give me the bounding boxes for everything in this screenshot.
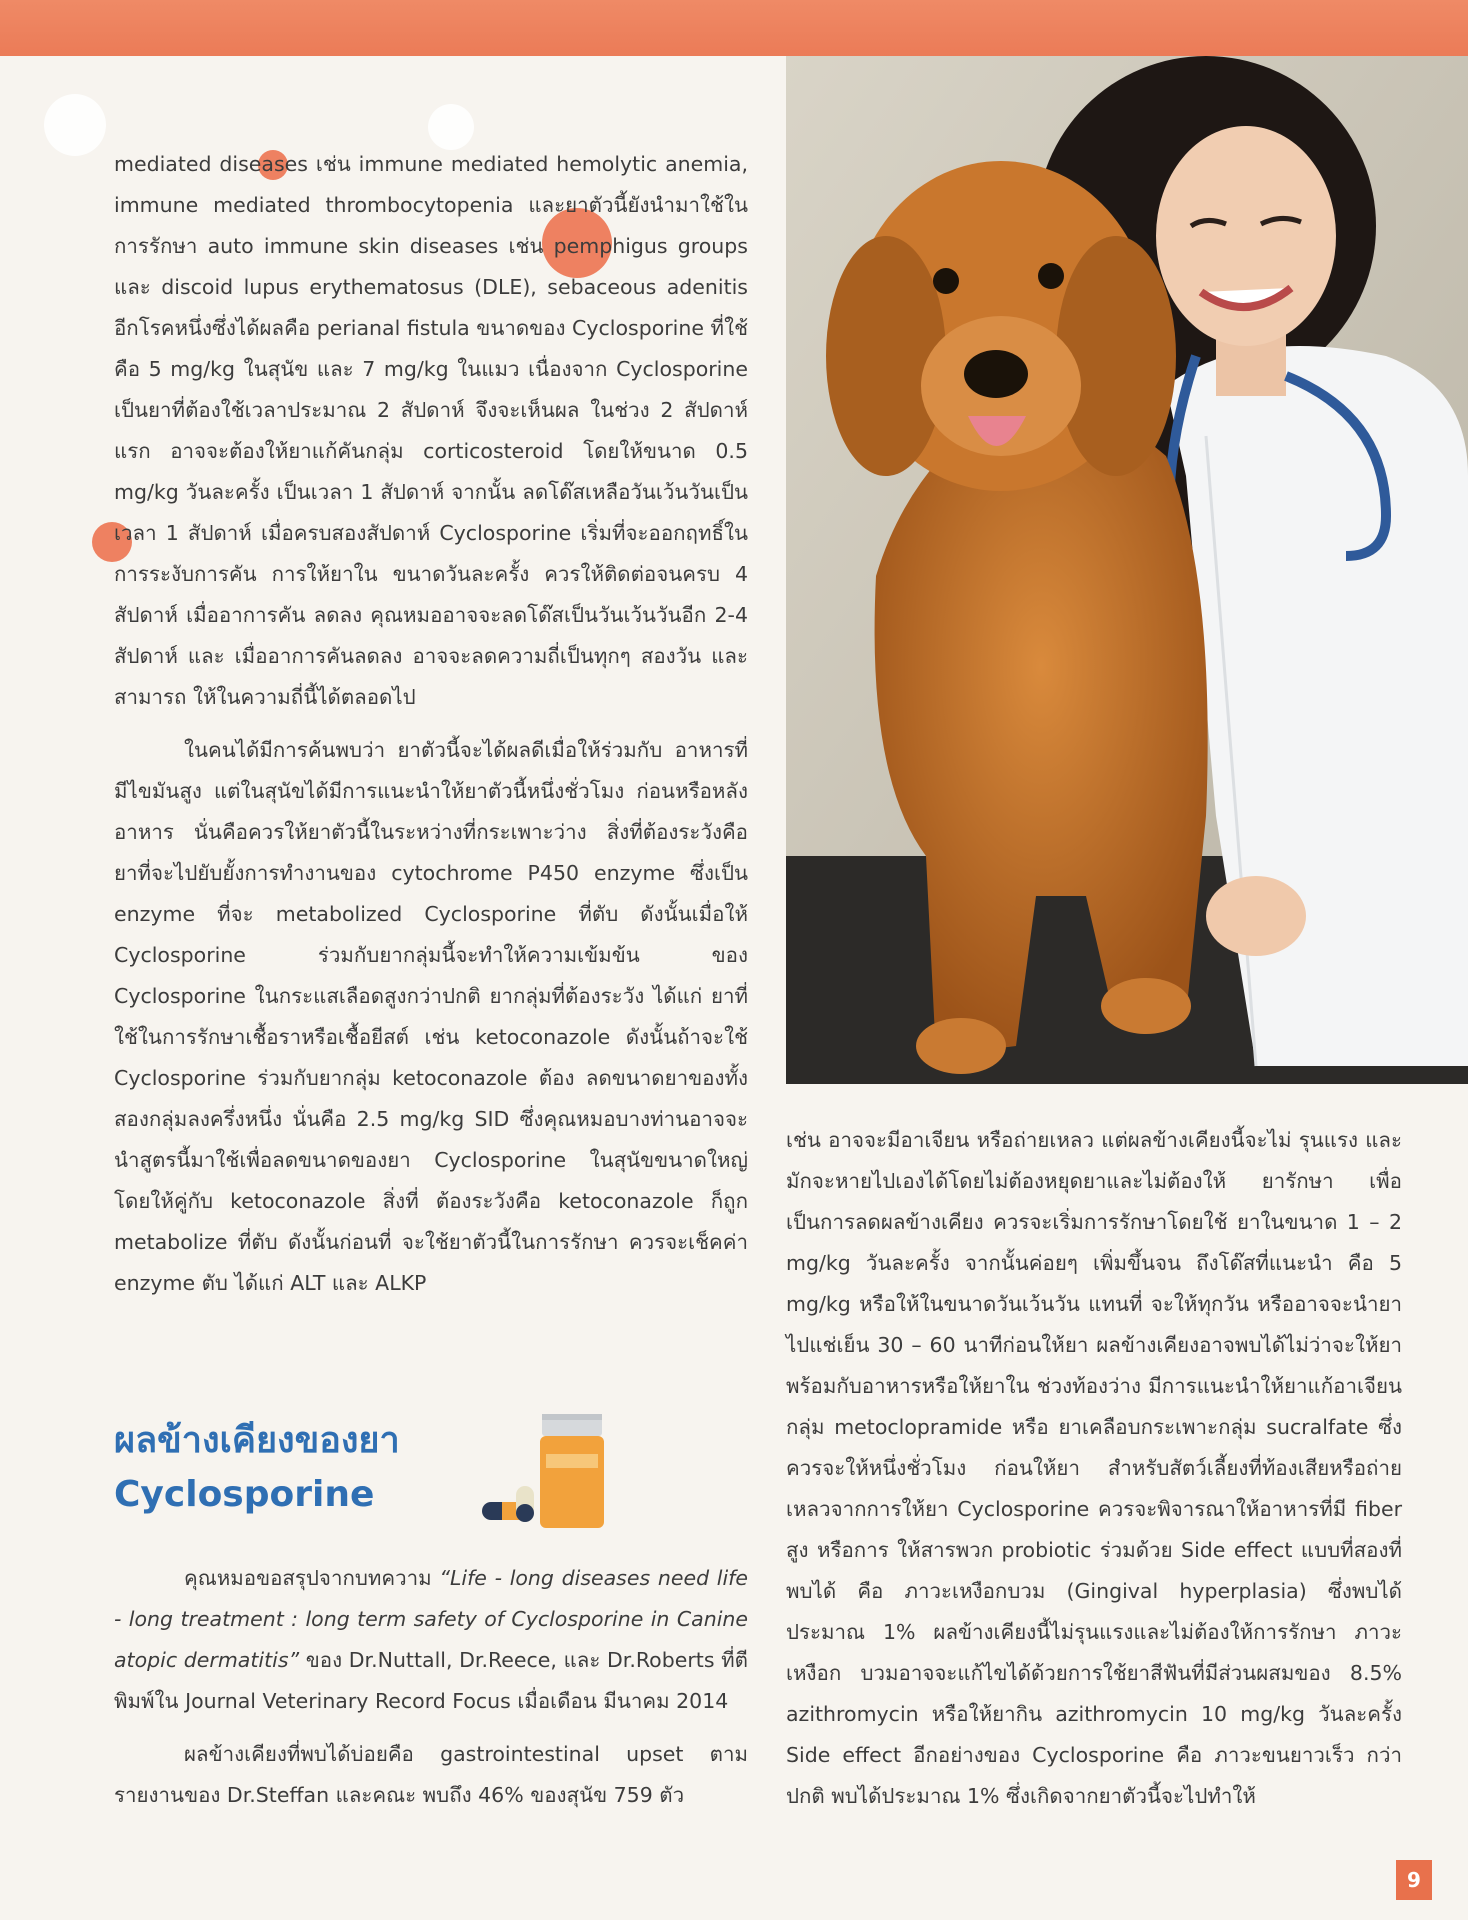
- heading-english: Cyclosporine: [114, 1474, 375, 1515]
- paragraph-3-post: ของ Dr.Nuttall, Dr.Reece, และ Dr.Roberts ที่ตีพิมพ์ใน Journal Veterinary Record Focus เมื่อเดือน มีนาคม 2014: [114, 1648, 748, 1713]
- paragraph-3-pre: คุณหมอขอสรุปจากบทความ: [184, 1566, 440, 1590]
- left-column: [114, 144, 748, 1304]
- paragraph-4: ผลข้างเคียงที่พบได้บ่อยคือ gastrointestinal upset ตาม รายงานของ Dr.Steffan และคณะ พบถึง 46% ของสุนัข 759 ตัว: [114, 1742, 748, 1807]
- paragraph-1: mediated diseases เช่น immune mediated hemolytic anemia, immune mediated thrombocytopenia และยาตัวนี้ยังนำมาใช้ใน การรักษา auto immune skin diseases เช่น pemphigus groups และ discoid lupus erythematosus (DLE), sebaceous adenitis อีกโรคหนึ่งซึ่งได้ผลคือ perianal fistula ขนาดของ Cyclosporine ที่ใช้คือ 5 mg/kg ในสุนัข และ 7 mg/kg ในแมว เนื่องจาก Cyclosporine เป็นยาที่ต้องใช้เวลาประมาณ 2 สัปดาห์ จึงจะเห็นผล ในช่วง 2 สัปดาห์แรก อาจจะต้องให้ยาแก้คันกลุ่ม corticosteroid โดยให้ขนาด 0.5 mg/kg วันละครั้ง เป็นเวลา 1 สัปดาห์ จากนั้น ลดโด๊สเหลือวันเว้นวันเป็นเวลา 1 สัปดาห์ เมื่อครบสองสัปดาห์ Cyclosporine เริ่มที่จะออกฤทธิ์ในการระงับการคัน การให้ยาใน ขนาดวันละครั้ง ควรให้ติดต่อจนครบ 4 สัปดาห์ เมื่ออาการคัน ลดลง คุณหมออาจจะลดโด๊สเป็นวันเว้นวันอีก 2-4 สัปดาห์ และ เมื่ออาการคันลดลง อาจจะลดความถี่เป็นทุกๆ สองวัน และสามารถ ให้ในความถี่นี้ได้ตลอดไป: [114, 152, 748, 709]
- article-title: “Life - long diseases need life - long treatment : long term safety of Cyclosporine in Canine atopic dermatitis”: [114, 1566, 748, 1672]
- pill-bottle-icon: [480, 1410, 610, 1530]
- paragraph-right-1: เช่น อาจจะมีอาเจียน หรือถ่ายเหลว แต่ผลข้างเคียงนี้จะไม่ รุนแรง และมักจะหายไปเองได้โดยไม่ต้องหยุดยาและไม่ต้องให้ ยารักษา เพื่อเป็นการลดผลข้างเคียง ควรจะเริ่มการรักษาโดยใช้ ยาในขนาด 1 – 2 mg/kg วันละครั้ง จากนั้นค่อยๆ เพิ่มขึ้นจน ถึงโด๊สที่แนะนำ คือ 5 mg/kg หรือให้ในขนาดวันเว้นวัน แทนที่ จะให้ทุกวัน หรืออาจจะนำยาไปแช่เย็น 30 – 60 นาทีก่อนให้ยา ผลข้างเคียงอาจพบได้ไม่ว่าจะให้ยาพร้อมกับอาหารหรือให้ยาใน ช่วงท้องว่าง มีการแนะนำให้ยาแก้อาเจียนกลุ่ม metoclopramide หรือ ยาเคลือบกระเพาะกลุ่ม sucralfate ซึ่งควรจะให้หนึ่งชั่วโมง ก่อนให้ยา สำหรับสัตว์เลี้ยงที่ท้องเสียหรือถ่ายเหลวจากการให้ยา Cyclosporine ควรจะพิจารณาให้อาหารที่มี fiber สูง หรือการ ให้สารพวก probiotic ร่วมด้วย Side effect แบบที่สองที่พบได้ คือ ภาวะเหงือกบวม (Gingival hyperplasia) ซึ่งพบได้ประมาณ 1% ผลข้างเคียงนี้ไม่รุนแรงและไม่ต้องให้การรักษา ภาวะเหงือก บวมอาจจะแก้ไขได้ด้วยการใช้ยาสีฟันที่มีส่วนผสมของ 8.5% azithromycin หรือให้ยากิน azithromycin 10 mg/kg วันละครั้ง Side effect อีกอย่างของ Cyclosporine คือ ภาวะขนยาวเร็ว กว่าปกติ พบได้ประมาณ 1% ซึ่งเกิดจากยาตัวนี้จะไปทำให้: [786, 1128, 1402, 1808]
- top-banner: [0, 0, 1468, 56]
- paragraph-3: [114, 1558, 748, 1722]
- decor-circle-white-1: [44, 94, 106, 156]
- paragraph-2: ในคนได้มีการค้นพบว่า ยาตัวนี้จะได้ผลดีเมื่อให้ร่วมกับ อาหารที่มีไขมันสูง แต่ในสุนัขได้มีการแนะนำให้ยาตัวนี้หนึ่งชั่วโมง ก่อนหรือหลังอาหาร นั่นคือควรให้ยาตัวนี้ในระหว่างที่กระเพาะว่าง สิ่งที่ต้องระวังคือ ยาที่จะไปยับยั้งการทำงานของ cytochrome P450 enzyme ซึ่งเป็น enzyme ที่จะ metabolized Cyclosporine ที่ตับ ดังนั้นเมื่อให้ Cyclosporine ร่วมกับยากลุ่มนี้จะทำให้ความเข้มข้น ของ Cyclosporine ในกระแสเลือดสูงกว่าปกติ ยากลุ่มที่ต้องระวัง ได้แก่ ยาที่ใช้ในการรักษาเชื้อราหรือเชื้อยีสต์ เช่น ketoconazole ดังนั้นถ้าจะใช้ Cyclosporine ร่วมกับยากลุ่ม ketoconazole ต้อง ลดขนาดยาของทั้งสองกลุ่มลงครึ่งหนึ่ง นั่นคือ 2.5 mg/kg SID ซึ่งคุณหมอบางท่านอาจจะนำสูตรนี้มาใช้เพื่อลดขนาดของยา Cyclosporine ในสุนัขขนาดใหญ่ โดยให้คู่กับ ketoconazole สิ่งที่ ต้องระวังคือ ketoconazole ก็ถูก metabolize ที่ตับ ดังนั้นก่อนที่ จะใช้ยาตัวนี้ในการรักษา ควรจะเช็คค่า enzyme ตับ ได้แก่ ALT และ ALKP: [114, 738, 748, 1295]
- right-column: [786, 1120, 1402, 1817]
- left-column-2: [114, 1558, 748, 1816]
- heading-thai: ผลข้างเคียงของยา: [114, 1420, 400, 1461]
- vet-dog-photo: [786, 56, 1468, 1084]
- page-number: 9: [1396, 1860, 1432, 1900]
